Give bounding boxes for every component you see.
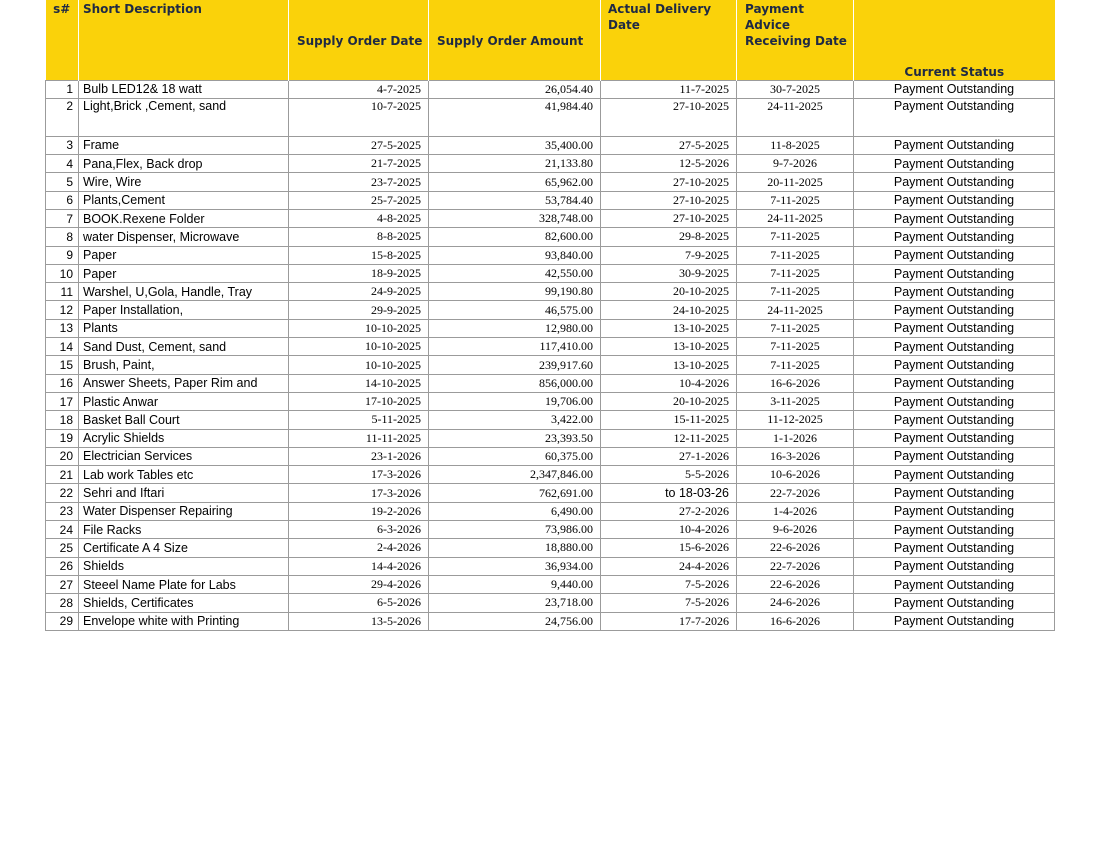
row-number: 9 xyxy=(46,246,79,264)
short-description-cell: Shields, Certificates xyxy=(79,594,289,612)
actual-delivery-date-cell: 12-5-2026 xyxy=(601,155,737,173)
actual-delivery-date-cell: 30-9-2025 xyxy=(601,264,737,282)
header-sn: s# xyxy=(46,0,79,80)
payment-advice-date-cell: 7-11-2025 xyxy=(737,319,854,337)
current-status-cell: Payment Outstanding xyxy=(854,429,1055,447)
row-number: 4 xyxy=(46,155,79,173)
table-row xyxy=(46,557,1055,575)
payment-advice-date-cell: 7-11-2025 xyxy=(737,246,854,264)
payment-advice-date-cell: 16-6-2026 xyxy=(737,374,854,392)
current-status-cell: Payment Outstanding xyxy=(854,98,1055,136)
current-status-cell: Payment Outstanding xyxy=(854,338,1055,356)
supply-order-date-cell: 29-9-2025 xyxy=(289,301,429,319)
current-status-cell: Payment Outstanding xyxy=(854,411,1055,429)
short-description-cell: Paper xyxy=(79,264,289,282)
table-row xyxy=(46,173,1055,191)
payment-advice-date-cell: 24-6-2026 xyxy=(737,594,854,612)
supply-order-amount-cell: 82,600.00 xyxy=(429,228,601,246)
row-number: 21 xyxy=(46,466,79,484)
actual-delivery-date-cell: 27-10-2025 xyxy=(601,191,737,209)
payment-advice-date-cell: 24-11-2025 xyxy=(737,301,854,319)
supply-order-amount-cell: 239,917.60 xyxy=(429,356,601,374)
supply-order-amount-cell: 23,393.50 xyxy=(429,429,601,447)
row-number: 6 xyxy=(46,191,79,209)
actual-delivery-date-cell: 11-7-2025 xyxy=(601,80,737,98)
table-row xyxy=(46,228,1055,246)
supply-order-amount-cell: 24,756.00 xyxy=(429,612,601,630)
actual-delivery-date-cell: 27-10-2025 xyxy=(601,209,737,227)
supply-order-date-cell: 10-10-2025 xyxy=(289,338,429,356)
table-row xyxy=(46,136,1055,154)
short-description-cell: Electrician Services xyxy=(79,447,289,465)
short-description-cell: water Dispenser, Microwave xyxy=(79,228,289,246)
payment-advice-date-cell: 20-11-2025 xyxy=(737,173,854,191)
actual-delivery-date-cell: 27-2-2026 xyxy=(601,502,737,520)
short-description-cell: Sehri and Iftari xyxy=(79,484,289,502)
short-description-cell: Plastic Anwar xyxy=(79,392,289,410)
current-status-cell: Payment Outstanding xyxy=(854,319,1055,337)
supply-order-date-cell: 15-8-2025 xyxy=(289,246,429,264)
short-description-cell: Lab work Tables etc xyxy=(79,466,289,484)
actual-delivery-date-cell: 27-1-2026 xyxy=(601,447,737,465)
payment-advice-date-cell: 22-7-2026 xyxy=(737,484,854,502)
payment-advice-date-cell: 7-11-2025 xyxy=(737,191,854,209)
row-number: 23 xyxy=(46,502,79,520)
row-number: 8 xyxy=(46,228,79,246)
supply-order-date-cell: 10-10-2025 xyxy=(289,319,429,337)
short-description-cell: Warshel, U,Gola, Handle, Tray xyxy=(79,283,289,301)
current-status-cell: Payment Outstanding xyxy=(854,209,1055,227)
payment-advice-date-cell: 7-11-2025 xyxy=(737,338,854,356)
supply-order-sheet xyxy=(45,0,1054,631)
table-row xyxy=(46,283,1055,301)
actual-delivery-date-cell: 29-8-2025 xyxy=(601,228,737,246)
short-description-cell: Plants xyxy=(79,319,289,337)
current-status-cell: Payment Outstanding xyxy=(854,557,1055,575)
payment-advice-date-cell: 16-3-2026 xyxy=(737,447,854,465)
row-number: 28 xyxy=(46,594,79,612)
row-number: 26 xyxy=(46,557,79,575)
short-description-cell: Bulb LED12& 18 watt xyxy=(79,80,289,98)
row-number: 16 xyxy=(46,374,79,392)
short-description-cell: Acrylic Shields xyxy=(79,429,289,447)
supply-order-amount-cell: 856,000.00 xyxy=(429,374,601,392)
supply-order-date-cell: 24-9-2025 xyxy=(289,283,429,301)
supply-order-date-cell: 29-4-2026 xyxy=(289,575,429,593)
supply-order-date-cell: 17-3-2026 xyxy=(289,466,429,484)
row-number: 2 xyxy=(46,98,79,136)
row-number: 19 xyxy=(46,429,79,447)
payment-advice-date-cell: 10-6-2026 xyxy=(737,466,854,484)
short-description-cell: Water Dispenser Repairing xyxy=(79,502,289,520)
actual-delivery-date-cell: 10-4-2026 xyxy=(601,521,737,539)
actual-delivery-date-cell: 12-11-2025 xyxy=(601,429,737,447)
supply-order-amount-cell: 73,986.00 xyxy=(429,521,601,539)
short-description-cell: Certificate A 4 Size xyxy=(79,539,289,557)
table-row xyxy=(46,246,1055,264)
supply-order-date-cell: 8-8-2025 xyxy=(289,228,429,246)
table-row xyxy=(46,338,1055,356)
current-status-cell: Payment Outstanding xyxy=(854,246,1055,264)
row-number: 17 xyxy=(46,392,79,410)
short-description-cell: Sand Dust, Cement, sand xyxy=(79,338,289,356)
actual-delivery-date-cell: 10-4-2026 xyxy=(601,374,737,392)
current-status-cell: Payment Outstanding xyxy=(854,447,1055,465)
supply-order-date-cell: 25-7-2025 xyxy=(289,191,429,209)
supply-order-date-cell: 6-5-2026 xyxy=(289,594,429,612)
supply-order-date-cell: 14-10-2025 xyxy=(289,374,429,392)
supply-order-amount-cell: 93,840.00 xyxy=(429,246,601,264)
actual-delivery-date-cell: 7-9-2025 xyxy=(601,246,737,264)
payment-advice-date-cell: 22-6-2026 xyxy=(737,575,854,593)
table-row xyxy=(46,411,1055,429)
row-number: 20 xyxy=(46,447,79,465)
short-description-cell: Pana,Flex, Back drop xyxy=(79,155,289,173)
current-status-cell: Payment Outstanding xyxy=(854,155,1055,173)
current-status-cell: Payment Outstanding xyxy=(854,392,1055,410)
supply-order-amount-cell: 35,400.00 xyxy=(429,136,601,154)
current-status-cell: Payment Outstanding xyxy=(854,264,1055,282)
supply-order-date-cell: 23-7-2025 xyxy=(289,173,429,191)
supply-order-date-cell: 13-5-2026 xyxy=(289,612,429,630)
row-number: 24 xyxy=(46,521,79,539)
short-description-cell: Paper xyxy=(79,246,289,264)
payment-advice-date-cell: 22-7-2026 xyxy=(737,557,854,575)
row-number: 13 xyxy=(46,319,79,337)
short-description-cell: Brush, Paint, xyxy=(79,356,289,374)
row-number: 15 xyxy=(46,356,79,374)
actual-delivery-date-cell: 7-5-2026 xyxy=(601,594,737,612)
actual-delivery-date-cell: to 18-03-26 xyxy=(601,484,737,502)
table-row xyxy=(46,191,1055,209)
supply-order-date-cell: 2-4-2026 xyxy=(289,539,429,557)
short-description-cell: Frame xyxy=(79,136,289,154)
supply-order-date-cell: 10-7-2025 xyxy=(289,98,429,136)
payment-advice-date-cell: 7-11-2025 xyxy=(737,356,854,374)
supply-order-date-cell: 19-2-2026 xyxy=(289,502,429,520)
actual-delivery-date-cell: 20-10-2025 xyxy=(601,283,737,301)
current-status-cell: Payment Outstanding xyxy=(854,191,1055,209)
actual-delivery-date-cell: 15-11-2025 xyxy=(601,411,737,429)
header-actual-delivery-date: Actual Delivery Date xyxy=(601,0,737,80)
short-description-cell: BOOK.Rexene Folder xyxy=(79,209,289,227)
table-row xyxy=(46,301,1055,319)
supply-order-date-cell: 14-4-2026 xyxy=(289,557,429,575)
actual-delivery-date-cell: 27-10-2025 xyxy=(601,98,737,136)
payment-advice-date-cell: 24-11-2025 xyxy=(737,98,854,136)
current-status-cell: Payment Outstanding xyxy=(854,356,1055,374)
table-row xyxy=(46,612,1055,630)
current-status-cell: Payment Outstanding xyxy=(854,539,1055,557)
supply-order-amount-cell: 42,550.00 xyxy=(429,264,601,282)
row-number: 25 xyxy=(46,539,79,557)
row-number: 10 xyxy=(46,264,79,282)
supply-order-amount-cell: 53,784.40 xyxy=(429,191,601,209)
supply-order-date-cell: 27-5-2025 xyxy=(289,136,429,154)
payment-advice-date-cell: 30-7-2025 xyxy=(737,80,854,98)
actual-delivery-date-cell: 20-10-2025 xyxy=(601,392,737,410)
short-description-cell: Envelope white with Printing xyxy=(79,612,289,630)
table-row xyxy=(46,539,1055,557)
short-description-cell: Answer Sheets, Paper Rim and xyxy=(79,374,289,392)
actual-delivery-date-cell: 15-6-2026 xyxy=(601,539,737,557)
supply-order-date-cell: 23-1-2026 xyxy=(289,447,429,465)
supply-order-amount-cell: 46,575.00 xyxy=(429,301,601,319)
payment-advice-date-cell: 9-6-2026 xyxy=(737,521,854,539)
payment-advice-date-cell: 16-6-2026 xyxy=(737,612,854,630)
short-description-cell: Basket Ball Court xyxy=(79,411,289,429)
table-row xyxy=(46,429,1055,447)
table-row xyxy=(46,374,1055,392)
supply-order-amount-cell: 60,375.00 xyxy=(429,447,601,465)
table-row xyxy=(46,264,1055,282)
current-status-cell: Payment Outstanding xyxy=(854,594,1055,612)
table-body xyxy=(46,80,1055,630)
row-number: 11 xyxy=(46,283,79,301)
supply-order-amount-cell: 65,962.00 xyxy=(429,173,601,191)
current-status-cell: Payment Outstanding xyxy=(854,374,1055,392)
payment-advice-date-cell: 7-11-2025 xyxy=(737,283,854,301)
row-number: 3 xyxy=(46,136,79,154)
current-status-cell: Payment Outstanding xyxy=(854,612,1055,630)
table-row xyxy=(46,484,1055,502)
row-number: 27 xyxy=(46,575,79,593)
short-description-cell: Wire, Wire xyxy=(79,173,289,191)
actual-delivery-date-cell: 7-5-2026 xyxy=(601,575,737,593)
header-short-description: Short Description xyxy=(79,0,289,80)
supply-order-date-cell: 4-8-2025 xyxy=(289,209,429,227)
row-number: 18 xyxy=(46,411,79,429)
row-number: 22 xyxy=(46,484,79,502)
supply-order-amount-cell: 36,934.00 xyxy=(429,557,601,575)
table-row xyxy=(46,319,1055,337)
table-row xyxy=(46,502,1055,520)
payment-advice-date-cell: 9-7-2026 xyxy=(737,155,854,173)
supply-order-amount-cell: 3,422.00 xyxy=(429,411,601,429)
current-status-cell: Payment Outstanding xyxy=(854,80,1055,98)
supply-order-amount-cell: 19,706.00 xyxy=(429,392,601,410)
row-number: 29 xyxy=(46,612,79,630)
current-status-cell: Payment Outstanding xyxy=(854,502,1055,520)
actual-delivery-date-cell: 27-5-2025 xyxy=(601,136,737,154)
current-status-cell: Payment Outstanding xyxy=(854,466,1055,484)
payment-advice-date-cell: 7-11-2025 xyxy=(737,228,854,246)
table-header xyxy=(46,0,1055,80)
header-supply-order-date: Supply Order Date xyxy=(289,0,429,80)
table-row xyxy=(46,392,1055,410)
payment-advice-date-cell: 11-8-2025 xyxy=(737,136,854,154)
supply-order-date-cell: 11-11-2025 xyxy=(289,429,429,447)
current-status-cell: Payment Outstanding xyxy=(854,283,1055,301)
actual-delivery-date-cell: 13-10-2025 xyxy=(601,356,737,374)
payment-advice-date-cell: 24-11-2025 xyxy=(737,209,854,227)
supply-order-amount-cell: 6,490.00 xyxy=(429,502,601,520)
table-row xyxy=(46,356,1055,374)
supply-order-amount-cell: 328,748.00 xyxy=(429,209,601,227)
supply-order-amount-cell: 26,054.40 xyxy=(429,80,601,98)
current-status-cell: Payment Outstanding xyxy=(854,521,1055,539)
actual-delivery-date-cell: 27-10-2025 xyxy=(601,173,737,191)
supply-order-date-cell: 10-10-2025 xyxy=(289,356,429,374)
table-row xyxy=(46,80,1055,98)
short-description-cell: Shields xyxy=(79,557,289,575)
payment-advice-date-cell: 3-11-2025 xyxy=(737,392,854,410)
supply-order-amount-cell: 18,880.00 xyxy=(429,539,601,557)
short-description-cell: Light,Brick ,Cement, sand xyxy=(79,98,289,136)
supply-order-amount-cell: 762,691.00 xyxy=(429,484,601,502)
actual-delivery-date-cell: 24-4-2026 xyxy=(601,557,737,575)
current-status-cell: Payment Outstanding xyxy=(854,228,1055,246)
supply-order-date-cell: 17-10-2025 xyxy=(289,392,429,410)
short-description-cell: Plants,Cement xyxy=(79,191,289,209)
table-row xyxy=(46,209,1055,227)
row-number: 1 xyxy=(46,80,79,98)
row-number: 5 xyxy=(46,173,79,191)
table-row xyxy=(46,98,1055,136)
row-number: 14 xyxy=(46,338,79,356)
current-status-cell: Payment Outstanding xyxy=(854,575,1055,593)
supply-order-date-cell: 6-3-2026 xyxy=(289,521,429,539)
supply-order-amount-cell: 9,440.00 xyxy=(429,575,601,593)
supply-order-amount-cell: 41,984.40 xyxy=(429,98,601,136)
table-row xyxy=(46,575,1055,593)
table-row xyxy=(46,466,1055,484)
payment-advice-date-cell: 11-12-2025 xyxy=(737,411,854,429)
row-number: 7 xyxy=(46,209,79,227)
supply-order-date-cell: 17-3-2026 xyxy=(289,484,429,502)
current-status-cell: Payment Outstanding xyxy=(854,136,1055,154)
payment-advice-date-cell: 1-1-2026 xyxy=(737,429,854,447)
current-status-cell: Payment Outstanding xyxy=(854,484,1055,502)
supply-order-date-cell: 4-7-2025 xyxy=(289,80,429,98)
current-status-cell: Payment Outstanding xyxy=(854,301,1055,319)
actual-delivery-date-cell: 13-10-2025 xyxy=(601,319,737,337)
payment-advice-date-cell: 1-4-2026 xyxy=(737,502,854,520)
short-description-cell: Steeel Name Plate for Labs xyxy=(79,575,289,593)
supply-order-table xyxy=(45,0,1055,631)
actual-delivery-date-cell: 24-10-2025 xyxy=(601,301,737,319)
supply-order-amount-cell: 23,718.00 xyxy=(429,594,601,612)
payment-advice-date-cell: 22-6-2026 xyxy=(737,539,854,557)
actual-delivery-date-cell: 5-5-2026 xyxy=(601,466,737,484)
short-description-cell: Paper Installation, xyxy=(79,301,289,319)
table-row xyxy=(46,155,1055,173)
actual-delivery-date-cell: 17-7-2026 xyxy=(601,612,737,630)
table-row xyxy=(46,594,1055,612)
header-current-status: Current Status xyxy=(854,0,1055,80)
actual-delivery-date-cell: 13-10-2025 xyxy=(601,338,737,356)
supply-order-amount-cell: 117,410.00 xyxy=(429,338,601,356)
table-row xyxy=(46,521,1055,539)
supply-order-amount-cell: 2,347,846.00 xyxy=(429,466,601,484)
row-number: 12 xyxy=(46,301,79,319)
supply-order-amount-cell: 99,190.80 xyxy=(429,283,601,301)
table-row xyxy=(46,447,1055,465)
short-description-cell: File Racks xyxy=(79,521,289,539)
supply-order-date-cell: 21-7-2025 xyxy=(289,155,429,173)
supply-order-date-cell: 5-11-2025 xyxy=(289,411,429,429)
current-status-cell: Payment Outstanding xyxy=(854,173,1055,191)
header-supply-order-amount: Supply Order Amount xyxy=(429,0,601,80)
supply-order-amount-cell: 21,133.80 xyxy=(429,155,601,173)
supply-order-amount-cell: 12,980.00 xyxy=(429,319,601,337)
header-payment-advice-date: Payment Advice Receiving Date xyxy=(737,0,854,80)
payment-advice-date-cell: 7-11-2025 xyxy=(737,264,854,282)
supply-order-date-cell: 18-9-2025 xyxy=(289,264,429,282)
